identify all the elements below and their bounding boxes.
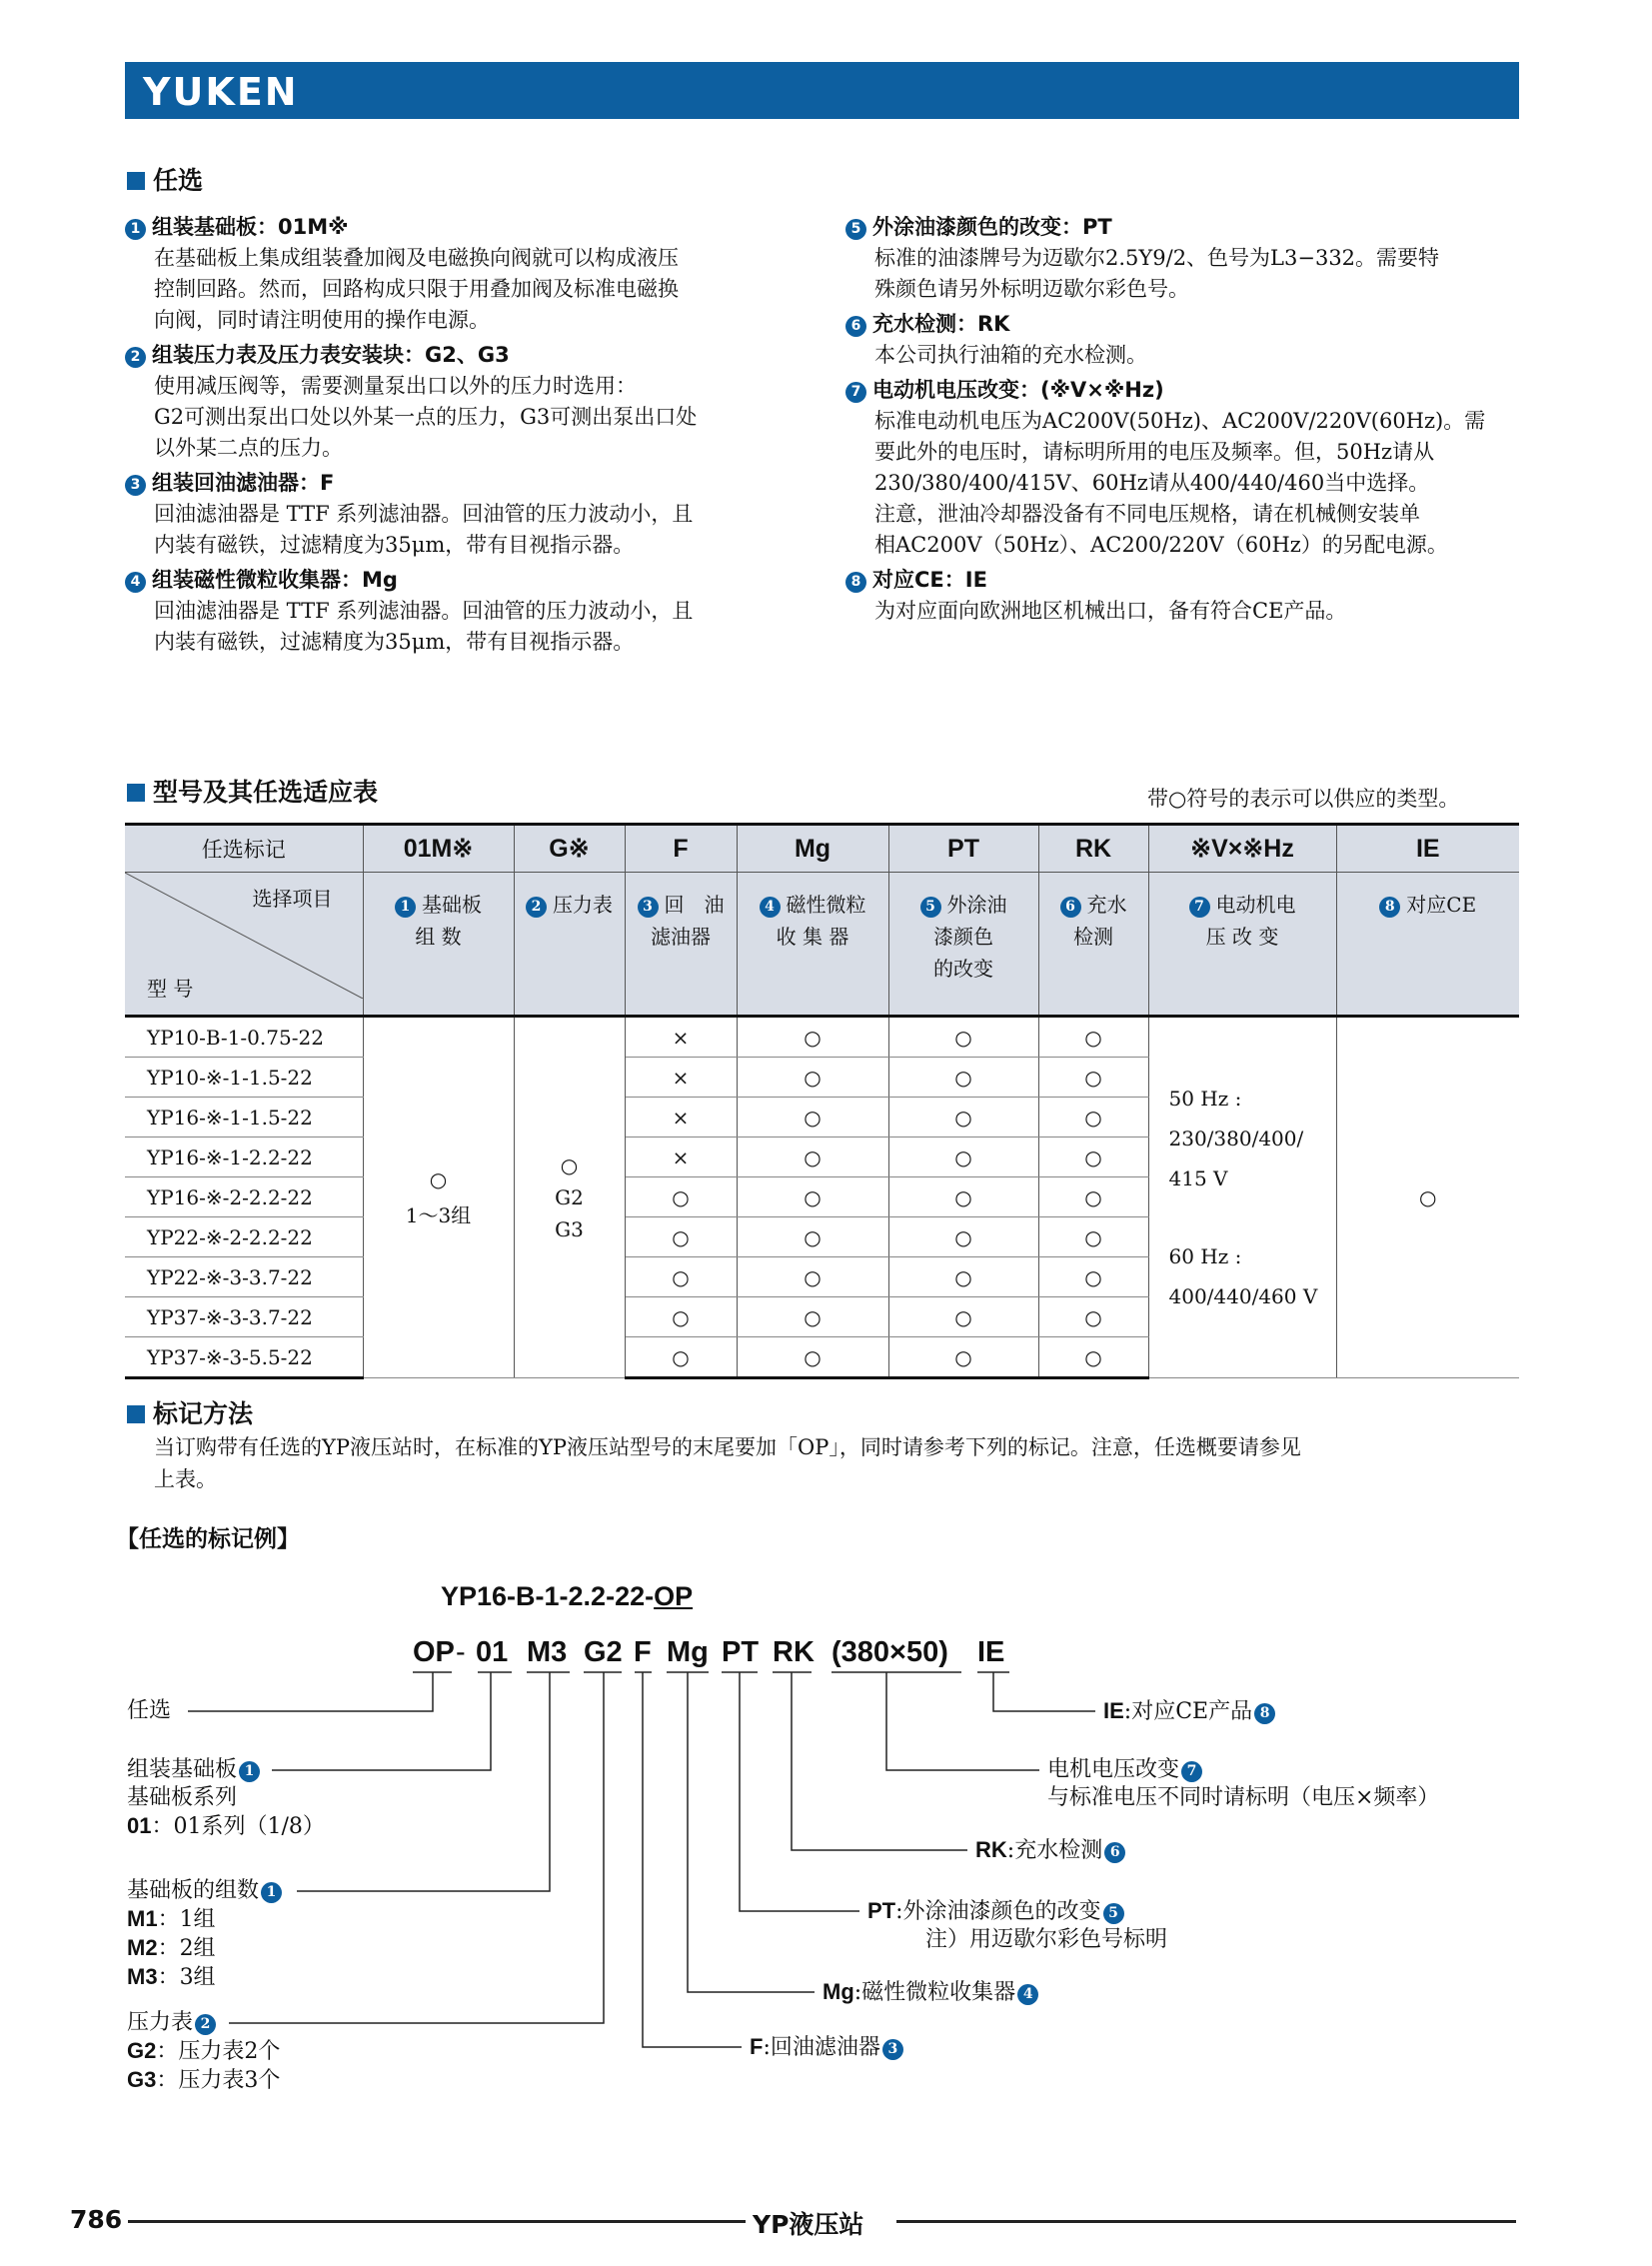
col-code: Mg	[737, 825, 888, 873]
option-text: 向阀，同时请注明使用的操作电源。	[154, 308, 490, 332]
label-text: 注）用迈歇尔彩色号标明	[925, 1927, 1168, 1952]
option-text: 内装有磁铁，过滤精度为35μm，带有目视指示器。	[154, 533, 635, 557]
f-cell: ○	[625, 1217, 737, 1257]
label-gauge	[127, 2009, 280, 2095]
option-text: 回油滤油器是 TTF 系列滤油器。回油管的压力波动小，且	[154, 599, 694, 623]
option-text: 230/380/400/415V、60Hz请从400/440/460当中选择。	[874, 471, 1430, 495]
col-code: ※V×※Hz	[1148, 825, 1336, 873]
label-key: IE	[1103, 1698, 1124, 1723]
base-text: 1〜3组	[405, 1202, 472, 1227]
f-cell: ×	[625, 1017, 737, 1058]
pt-cell: ○	[888, 1337, 1038, 1378]
label-pt	[867, 1897, 1167, 1954]
label-key: M3	[127, 1964, 158, 1989]
number-5-icon: 5	[1103, 1903, 1124, 1924]
code-01: 01	[476, 1636, 509, 1668]
number-6-icon: 6	[1104, 1842, 1125, 1863]
item-line: 回 油	[664, 893, 725, 917]
number-2-icon: 2	[195, 2014, 216, 2035]
item-line: 电动机电	[1215, 893, 1296, 917]
number-7-icon: 7	[845, 382, 866, 403]
item-line: 充水	[1086, 893, 1127, 917]
option-text: 相AC200V（50Hz）、AC200/220V（60Hz）的另配电源。	[874, 533, 1448, 557]
option-text: 控制回路。然而，回路构成只限于用叠加阀及标准电磁换	[154, 277, 679, 301]
model-cell: YP10-※-1-1.5-22	[125, 1058, 363, 1098]
volt-60-values: 400/440/460 V	[1168, 1284, 1318, 1308]
footer-rule-left	[128, 2220, 746, 2223]
marking-title: 标记方法	[153, 1399, 254, 1428]
label-text: 基础板系列	[127, 1785, 238, 1810]
number-5-icon: 5	[845, 219, 866, 240]
base-mark: ○	[429, 1166, 448, 1191]
volt-50-values: 415 V	[1168, 1166, 1228, 1190]
label-text: 电机电压改变	[1047, 1757, 1180, 1782]
mg-cell: ○	[737, 1177, 888, 1217]
option-title: 组装基础板：01M※	[152, 215, 349, 239]
label-text: ：压力表3个	[156, 2068, 281, 2093]
pt-cell: ○	[888, 1058, 1038, 1098]
rk-cell: ○	[1038, 1257, 1148, 1297]
f-cell: ○	[625, 1297, 737, 1337]
label-text: :磁性微粒收集器	[853, 1980, 1016, 2005]
model-cell: YP37-※-3-5.5-22	[125, 1337, 363, 1378]
number-2-icon: 2	[526, 897, 547, 918]
brand-logo: YUKEN	[143, 70, 299, 114]
label-text: :外涂油漆颜色的改变	[895, 1899, 1101, 1924]
option-title: 组装压力表及压力表安装块：G2、G3	[152, 343, 510, 367]
number-1-icon: 1	[395, 897, 416, 918]
marking-line: 当订购带有任选的YP液压站时，在标准的YP液压站型号的末尾要加「OP」，同时请参考下列的标记。注意，任选概要请参见	[154, 1435, 1301, 1459]
label-renxuan: 任选	[127, 1698, 172, 1723]
label-mg	[823, 1978, 1044, 2007]
f-cell: ○	[625, 1257, 737, 1297]
corner-bottom: 型 号	[147, 977, 194, 1001]
label-key: G2	[127, 2038, 157, 2063]
model-text: YP16-B-1-2.2-22-	[441, 1581, 655, 1611]
option-text: 以外某二点的压力。	[154, 436, 343, 460]
label-count	[127, 1877, 288, 1992]
label-base	[127, 1756, 325, 1841]
mg-cell: ○	[737, 1337, 888, 1378]
label-key: G3	[127, 2067, 157, 2092]
label-text: :回油滤油器	[763, 2035, 880, 2060]
col-code: PT	[888, 825, 1038, 873]
rk-cell: ○	[1038, 1017, 1148, 1058]
label-text: 基础板的组数	[127, 1878, 260, 1903]
label-key: M2	[127, 1935, 158, 1960]
model-cell: YP37-※-3-3.7-22	[125, 1297, 363, 1337]
label-text: 组装基础板	[127, 1757, 238, 1782]
code-dash: -	[456, 1636, 466, 1668]
rk-cell: ○	[1038, 1058, 1148, 1098]
example-title: 【任选的标记例】	[116, 1526, 300, 1552]
model-cell: YP16-※-1-2.2-22	[125, 1137, 363, 1177]
label-text: ：01系列（1/8）	[151, 1814, 325, 1839]
number-7-icon: 7	[1189, 897, 1210, 918]
label-voltage	[1047, 1756, 1439, 1812]
label-key: F	[750, 2034, 764, 2059]
option-title: 组装磁性微粒收集器：Mg	[152, 568, 398, 592]
footer-title: YP液压站	[753, 2210, 864, 2239]
f-cell: ×	[625, 1098, 737, 1137]
pt-cell: ○	[888, 1217, 1038, 1257]
ce-merged-cell: ○	[1336, 1017, 1519, 1378]
f-cell: ×	[625, 1137, 737, 1177]
option-text: 殊颜色请另外标明迈歇尔彩色号。	[874, 277, 1189, 301]
corner-top: 任选标记	[125, 825, 363, 873]
rk-cell: ○	[1038, 1217, 1148, 1257]
f-cell: ○	[625, 1177, 737, 1217]
option-text: 使用减压阀等，需要测量泵出口以外的压力时选用：	[154, 374, 637, 398]
option-text: 内装有磁铁，过滤精度为35μm，带有目视指示器。	[154, 630, 635, 654]
option-text: G2可测出泵出口处以外某一点的压力，G3可测出泵出口处	[154, 405, 698, 429]
number-5-icon: 5	[920, 897, 941, 918]
label-text: ：3组	[157, 1965, 216, 1990]
code-ie: IE	[977, 1636, 1005, 1668]
col-code: G※	[514, 825, 625, 873]
label-text: ：2组	[157, 1936, 216, 1961]
item-line: 组 数	[415, 925, 462, 949]
item-line: 对应CE	[1406, 893, 1477, 917]
label-text: 压力表	[127, 2010, 194, 2035]
label-text: 与标准电压不同时请标明（电压×频率）	[1047, 1785, 1440, 1810]
pt-cell: ○	[888, 1297, 1038, 1337]
mg-cell: ○	[737, 1098, 888, 1137]
option-title: 电动机电压改变：(※V×※Hz)	[872, 378, 1164, 402]
code-op: OP	[413, 1636, 455, 1668]
option-text: 为对应面向欧洲地区机械出口，备有符合CE产品。	[874, 599, 1347, 623]
code-volt: (380×50)	[831, 1636, 948, 1668]
rk-cell: ○	[1038, 1337, 1148, 1378]
options-title: 任选	[153, 166, 204, 195]
option-text: 在基础板上集成组装叠加阀及电磁换向阀就可以构成液压	[154, 246, 679, 270]
rk-cell: ○	[1038, 1297, 1148, 1337]
label-text: ：压力表2个	[156, 2039, 281, 2064]
number-1-icon: 1	[125, 219, 146, 240]
number-1-icon: 1	[261, 1882, 282, 1903]
volt-50-label: 50 Hz :	[1168, 1087, 1242, 1111]
f-cell: ×	[625, 1058, 737, 1098]
item-line: 压 改 变	[1205, 925, 1279, 949]
mg-cell: ○	[737, 1257, 888, 1297]
item-line: 外涂油	[946, 893, 1007, 917]
mg-cell: ○	[737, 1058, 888, 1098]
code-rk: RK	[773, 1636, 815, 1668]
option-title: 外涂油漆颜色的改变：PT	[872, 215, 1112, 239]
option-text: 注意，泄油冷却器没备有不同电压规格，请在机械侧安装单	[874, 502, 1420, 526]
model-cell: YP16-※-2-2.2-22	[125, 1177, 363, 1217]
option-title: 对应CE：IE	[872, 568, 987, 592]
number-7-icon: 7	[1181, 1761, 1202, 1782]
option-title: 组装回油滤油器：F	[152, 471, 335, 495]
pt-cell: ○	[888, 1257, 1038, 1297]
option-text: 回油滤油器是 TTF 系列滤油器。回油管的压力波动小，且	[154, 502, 694, 526]
mg-cell: ○	[737, 1217, 888, 1257]
item-line: 基础板	[422, 893, 482, 917]
model-op: OP	[654, 1581, 694, 1611]
label-key: Mg	[823, 1979, 854, 2004]
option-title: 充水检测：RK	[872, 312, 1010, 336]
pt-cell: ○	[888, 1177, 1038, 1217]
model-cell: YP16-※-1-1.5-22	[125, 1098, 363, 1137]
corner-mid: 选择项目	[252, 887, 333, 911]
number-4-icon: 4	[1017, 1984, 1038, 2005]
item-line: 的改变	[933, 957, 993, 981]
table-title: 型号及其任选适应表	[153, 778, 379, 807]
number-6-icon: 6	[1060, 897, 1081, 918]
code-pt: PT	[722, 1636, 760, 1668]
table-note: 带○符号的表示可以供应的类型。	[1147, 787, 1460, 811]
model-cell: YP10-B-1-0.75-22	[125, 1017, 363, 1058]
label-key: RK	[975, 1837, 1007, 1862]
mg-cell: ○	[737, 1017, 888, 1058]
number-3-icon: 3	[638, 897, 659, 918]
mg-cell: ○	[737, 1297, 888, 1337]
number-8-icon: 8	[1379, 897, 1400, 918]
label-text: ：1组	[157, 1907, 216, 1932]
label-text: :对应CE产品	[1123, 1699, 1253, 1724]
number-3-icon: 3	[882, 2039, 903, 2060]
gauge-mark: ○	[560, 1153, 579, 1177]
label-ie	[1103, 1697, 1281, 1726]
marking-line: 上表。	[154, 1467, 217, 1491]
item-line: 滤油器	[651, 925, 711, 949]
number-4-icon: 4	[125, 572, 146, 593]
code-g2: G2	[584, 1636, 623, 1668]
rk-cell: ○	[1038, 1177, 1148, 1217]
rk-cell: ○	[1038, 1098, 1148, 1137]
col-code: IE	[1336, 825, 1519, 873]
col-code: RK	[1038, 825, 1148, 873]
item-line: 检测	[1073, 925, 1113, 949]
gauge-g2: G2	[555, 1185, 584, 1209]
page-number: 786	[70, 2205, 123, 2234]
option-text: 标准电动机电压为AC200V(50Hz)、AC200V/220V(60Hz)。需	[874, 409, 1486, 433]
label-key: 01	[127, 1813, 152, 1838]
code-f: F	[634, 1636, 652, 1668]
col-code: 01M※	[363, 825, 514, 873]
volt-60-label: 60 Hz :	[1168, 1244, 1242, 1268]
item-line: 压力表	[553, 893, 613, 917]
number-8-icon: 8	[845, 572, 866, 593]
number-3-icon: 3	[125, 475, 146, 496]
code-mg: Mg	[667, 1636, 709, 1668]
model-cell: YP22-※-3-3.7-22	[125, 1257, 363, 1297]
item-line: 磁性微粒	[786, 893, 866, 917]
option-text: 标准的油漆牌号为迈歇尔2.5Y9/2、色号为L3−332。需要特	[874, 246, 1440, 270]
item-line: 漆颜色	[933, 925, 993, 949]
label-key: PT	[867, 1898, 896, 1923]
rk-cell: ○	[1038, 1137, 1148, 1177]
option-text: 本公司执行油箱的充水检测。	[874, 343, 1147, 367]
footer-rule-right	[896, 2220, 1516, 2223]
volt-50-values: 230/380/400/	[1168, 1127, 1304, 1150]
label-rk	[975, 1836, 1131, 1865]
pt-cell: ○	[888, 1137, 1038, 1177]
option-text: 要此外的电压时，请标明所用的电压及频率。但，50Hz请从	[874, 440, 1435, 464]
label-text: :充水检测	[1006, 1838, 1103, 1863]
model-cell: YP22-※-2-2.2-22	[125, 1217, 363, 1257]
col-code: F	[625, 825, 737, 873]
number-4-icon: 4	[760, 897, 781, 918]
number-6-icon: 6	[845, 316, 866, 337]
pt-cell: ○	[888, 1017, 1038, 1058]
gauge-g3: G3	[555, 1217, 584, 1241]
label-f	[750, 2033, 909, 2062]
code-m3: M3	[527, 1636, 568, 1668]
mg-cell: ○	[737, 1137, 888, 1177]
number-1-icon: 1	[239, 1761, 260, 1782]
f-cell: ○	[625, 1337, 737, 1378]
label-key: M1	[127, 1906, 158, 1931]
item-line: 收 集 器	[776, 925, 849, 949]
number-8-icon: 8	[1254, 1703, 1275, 1724]
pt-cell: ○	[888, 1098, 1038, 1137]
number-2-icon: 2	[125, 347, 146, 368]
